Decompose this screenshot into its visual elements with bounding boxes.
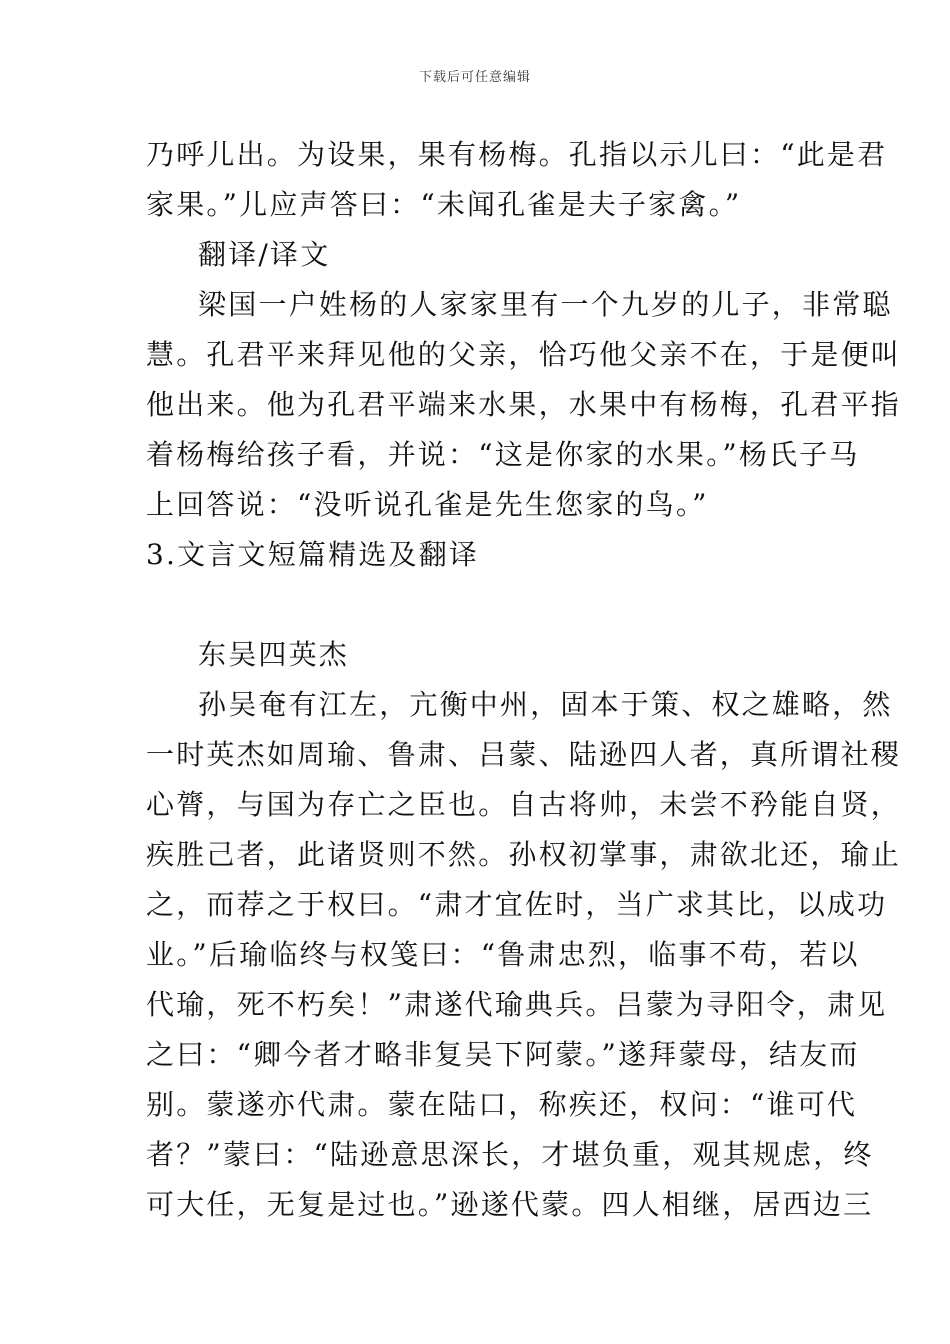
text-line: 上回答说：“没听说孔雀是先生您家的鸟。” xyxy=(146,488,709,521)
body-text xyxy=(146,130,902,1230)
text-line: 一时英杰如周瑜、鲁肃、吕蒙、陆逊四人者，真所谓社稷 xyxy=(146,738,902,771)
text-line: 心膂，与国为存亡之臣也。自古将帅，未尝不矜能自贤， xyxy=(146,788,902,821)
text-line: 梁国一户姓杨的人家家里有一个九岁的儿子，非常聪 xyxy=(198,288,893,321)
text-line: 他出来。他为孔君平端来水果，水果中有杨梅，孔君平指 xyxy=(146,388,902,421)
page-header: 下载后可任意编辑 xyxy=(418,70,531,85)
text-line: 家果。”儿应声答曰：“未闻孔雀是夫子家禽。” xyxy=(146,188,742,221)
text-line: 3.文言文短篇精选及翻译 xyxy=(146,538,480,571)
text-line: 之，而荐之于权曰。“肃才宜佐时，当广求其比，以成功 xyxy=(146,888,888,921)
text-line: 着杨梅给孩子看，并说：“这是你家的水果。”杨氏子马 xyxy=(146,438,860,471)
text-line: 可大任，无复是过也。”逊遂代蒙。四人相继，居西边三 xyxy=(146,1188,874,1221)
text-line: 孙吴奄有江左，亢衡中州，固本于策、权之雄略，然 xyxy=(198,688,893,721)
text-line: 代瑜，死不朽矣！”肃遂代瑜典兵。吕蒙为寻阳令，肃见 xyxy=(146,988,888,1021)
text-line: 翻译/译文 xyxy=(198,238,331,271)
blank-line xyxy=(146,580,806,630)
text-line: 者？”蒙曰：“陆逊意思深长，才堪负重，观其规虑，终 xyxy=(146,1138,874,1171)
text-line: 之曰：“卿今者才略非复吴下阿蒙。”遂拜蒙母，结友而 xyxy=(146,1038,860,1071)
text-line: 别。蒙遂亦代肃。蒙在陆口，称疾还，权问：“谁可代 xyxy=(146,1088,858,1121)
text-line: 乃呼儿出。为设果，果有杨梅。孔指以示儿曰：“此是君 xyxy=(146,138,888,171)
text-line: 疾胜己者，此诸贤则不然。孙权初掌事，肃欲北还，瑜止 xyxy=(146,838,902,871)
text-line: 慧。孔君平来拜见他的父亲，恰巧他父亲不在，于是便叫 xyxy=(146,338,902,371)
text-line: 东吴四英杰 xyxy=(198,638,350,671)
text-line: 业。”后瑜临终与权笺曰：“鲁肃忠烈，临事不苟，若以 xyxy=(146,938,860,971)
